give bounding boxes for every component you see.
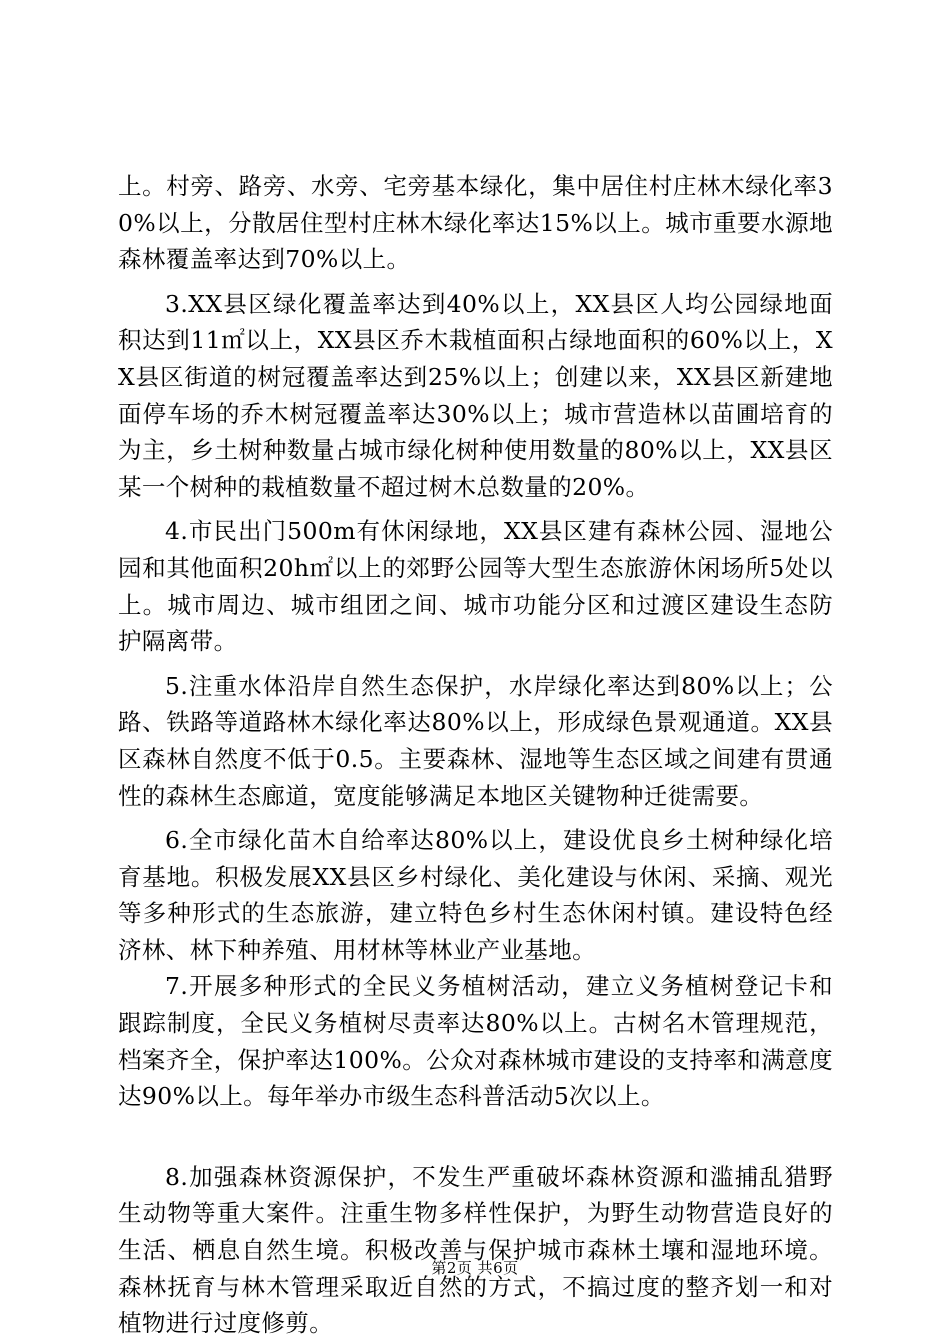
page-number-footer: 第2页 共6页 <box>431 1259 519 1277</box>
paragraph-item-8: 8.加强森林资源保护，不发生严重破坏森林资源和滥捕乱猎野生动物等重大案件。注重生物多样性保护，为野生动物营造良好的生活、栖息自然生境。积极改善与保护城市森林土壤和湿地环境。森林抚育与林木管理采取近自然的方式，不搞过度的整齐划一和对植物进行过度修剪。 <box>118 1162 833 1338</box>
paragraph-continuation: 上。村旁、路旁、水旁、宅旁基本绿化，集中居住村庄林木绿化率30%以上，分散居住型村庄林木绿化率达15%以上。城市重要水源地森林覆盖率达到70%以上。 <box>118 172 833 274</box>
paragraph-item-7: 7.开展多种形式的全民义务植树活动，建立义务植树登记卡和跟踪制度，全民义务植树尽责率达80%以上。古树名木管理规范，档案齐全，保护率达100%。公众对森林城市建设的支持率和满意度达90%以上。每年举办市级生态科普活动5次以上。 <box>118 972 833 1111</box>
paragraph-item-4: 4.市民出门500m有休闲绿地，XX县区建有森林公园、湿地公园和其他面积20h㎡以上的郊野公园等大型生态旅游休闲场所5处以上。城市周边、城市组团之间、城市功能分区和过渡区建设生态防护隔离带。 <box>118 517 833 656</box>
document-body <box>118 168 833 1342</box>
paragraph-item-6: 6.全市绿化苗木自给率达80%以上，建设优良乡土树种绿化培育基地。积极发展XX县区乡村绿化、美化建设与休闲、采摘、观光等多种形式的生态旅游，建立特色乡村生态休闲村镇。建设特色经济林、林下种养殖、用材林等林业产业基地。 <box>118 826 833 964</box>
paragraph-item-3: 3.XX县区绿化覆盖率达到40%以上，XX县区人均公园绿地面积达到11㎡以上，XX县区乔木栽植面积占绿地面积的60%以上，XX县区街道的树冠覆盖率达到25%以上；创建以来，XX县区新建地面停车场的乔木树冠覆盖率达30%以上；城市营造林以苗圃培育的为主，乡土树种数量占城市绿化树种使用数量的80%以上，XX县区某一个树种的栽植数量不超过树木总数量的20%。 <box>118 289 833 501</box>
paragraph-item-5: 5.注重水体沿岸自然生态保护，水岸绿化率达到80%以上；公路、铁路等道路林木绿化率达80%以上，形成绿色景观通道。XX县区森林自然度不低于0.5。主要森林、湿地等生态区域之间建有贯通性的森林生态廊道，宽度能够满足本地区关键物种迁徙需要。 <box>118 671 833 810</box>
